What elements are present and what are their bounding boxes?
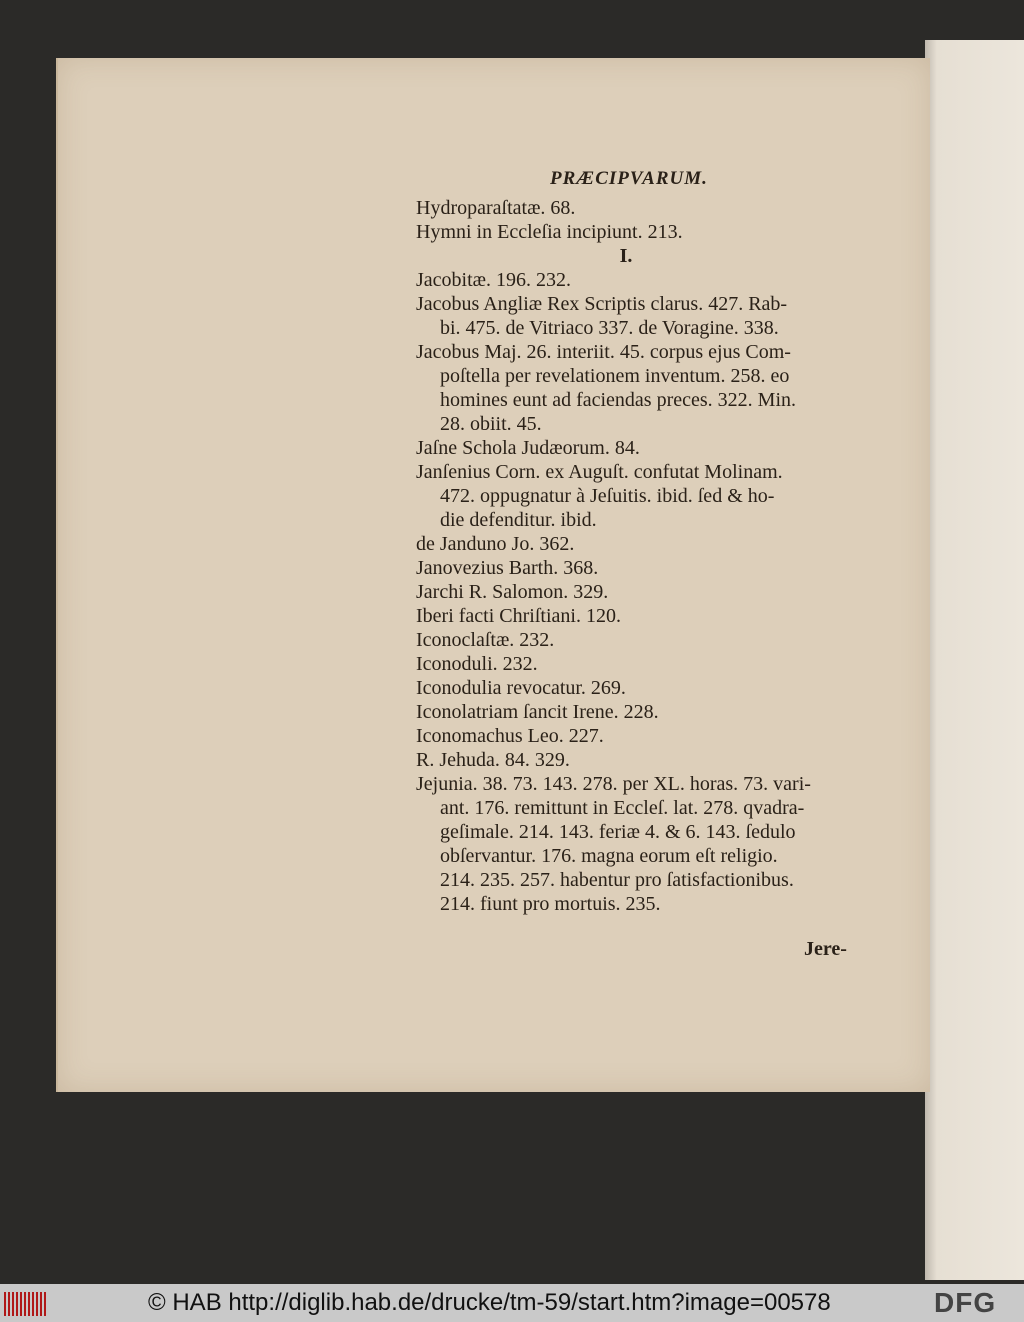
index-line: 214. fiunt pro mortuis. 235. [440, 893, 661, 915]
index-line: Hydroparaſtatæ. 68. [416, 197, 576, 219]
index-line: Jacobus Angliæ Rex Scriptis clarus. 427. Rab- [416, 293, 788, 315]
index-line: Jarchi R. Salomon. 329. [416, 581, 609, 603]
index-text [416, 196, 856, 916]
index-line: obſervantur. 176. magna eorum eſt religio. [440, 845, 778, 867]
index-line: Jaſne Schola Judæorum. 84. [416, 437, 640, 459]
index-line: Janovezius Barth. 368. [416, 557, 599, 579]
index-line: 472. oppugnatur à Jeſuitis. ibid. ſed & ho- [440, 485, 775, 507]
index-line: bi. 475. de Vitriaco 337. de Voragine. 338. [440, 317, 779, 339]
index-line: 28. obiit. 45. [440, 413, 542, 435]
catchword: Jere- [804, 938, 847, 960]
index-line: Janſenius Corn. ex Auguſt. confutat Molinam. [416, 461, 783, 483]
index-line: homines eunt ad faciendas preces. 322. Min. [440, 389, 797, 411]
index-line: Iconomachus Leo. 227. [416, 725, 604, 747]
index-line: Jacobus Maj. 26. interiit. 45. corpus ejus Com- [416, 341, 791, 363]
index-line: de Janduno Jo. 362. [416, 533, 575, 555]
index-line: Iconoduli. 232. [416, 653, 538, 675]
index-line: poſtella per revelationem inventum. 258. eo [440, 365, 790, 387]
index-line: 214. 235. 257. habentur pro ſatisfactionibus. [440, 869, 794, 891]
copyright-link[interactable]: © HAB http://diglib.hab.de/drucke/tm-59/start.htm?image=00578 [148, 1289, 831, 1316]
section-letter: I. [619, 245, 633, 267]
dfg-logo: DFG [934, 1287, 997, 1318]
index-line: geſimale. 214. 143. feriæ 4. & 6. 143. ſedulo [440, 821, 796, 843]
index-line: ant. 176. remittunt in Eccleſ. lat. 278. qvadra- [440, 797, 805, 819]
index-line: R. Jehuda. 84. 329. [416, 749, 570, 771]
index-line: Iconoclaſtæ. 232. [416, 629, 555, 651]
index-line: die defenditur. ibid. [440, 509, 597, 531]
index-line: Iberi facti Chriſtiani. 120. [416, 605, 621, 627]
running-head: PRÆCIPVARUM. [550, 168, 708, 189]
index-line: Jejunia. 38. 73. 143. 278. per XL. horas. 73. vari- [416, 773, 811, 795]
index-line: Iconolatriam ſancit Irene. 228. [416, 701, 659, 723]
index-line: Hymni in Eccleſia incipiunt. 213. [416, 221, 683, 243]
adjacent-page-edge [925, 40, 1024, 1280]
footer-bar [0, 1284, 1024, 1322]
index-line: Jacobitæ. 196. 232. [416, 269, 571, 291]
index-line: Iconodulia revocatur. 269. [416, 677, 626, 699]
hab-logo-icon [4, 1292, 48, 1316]
